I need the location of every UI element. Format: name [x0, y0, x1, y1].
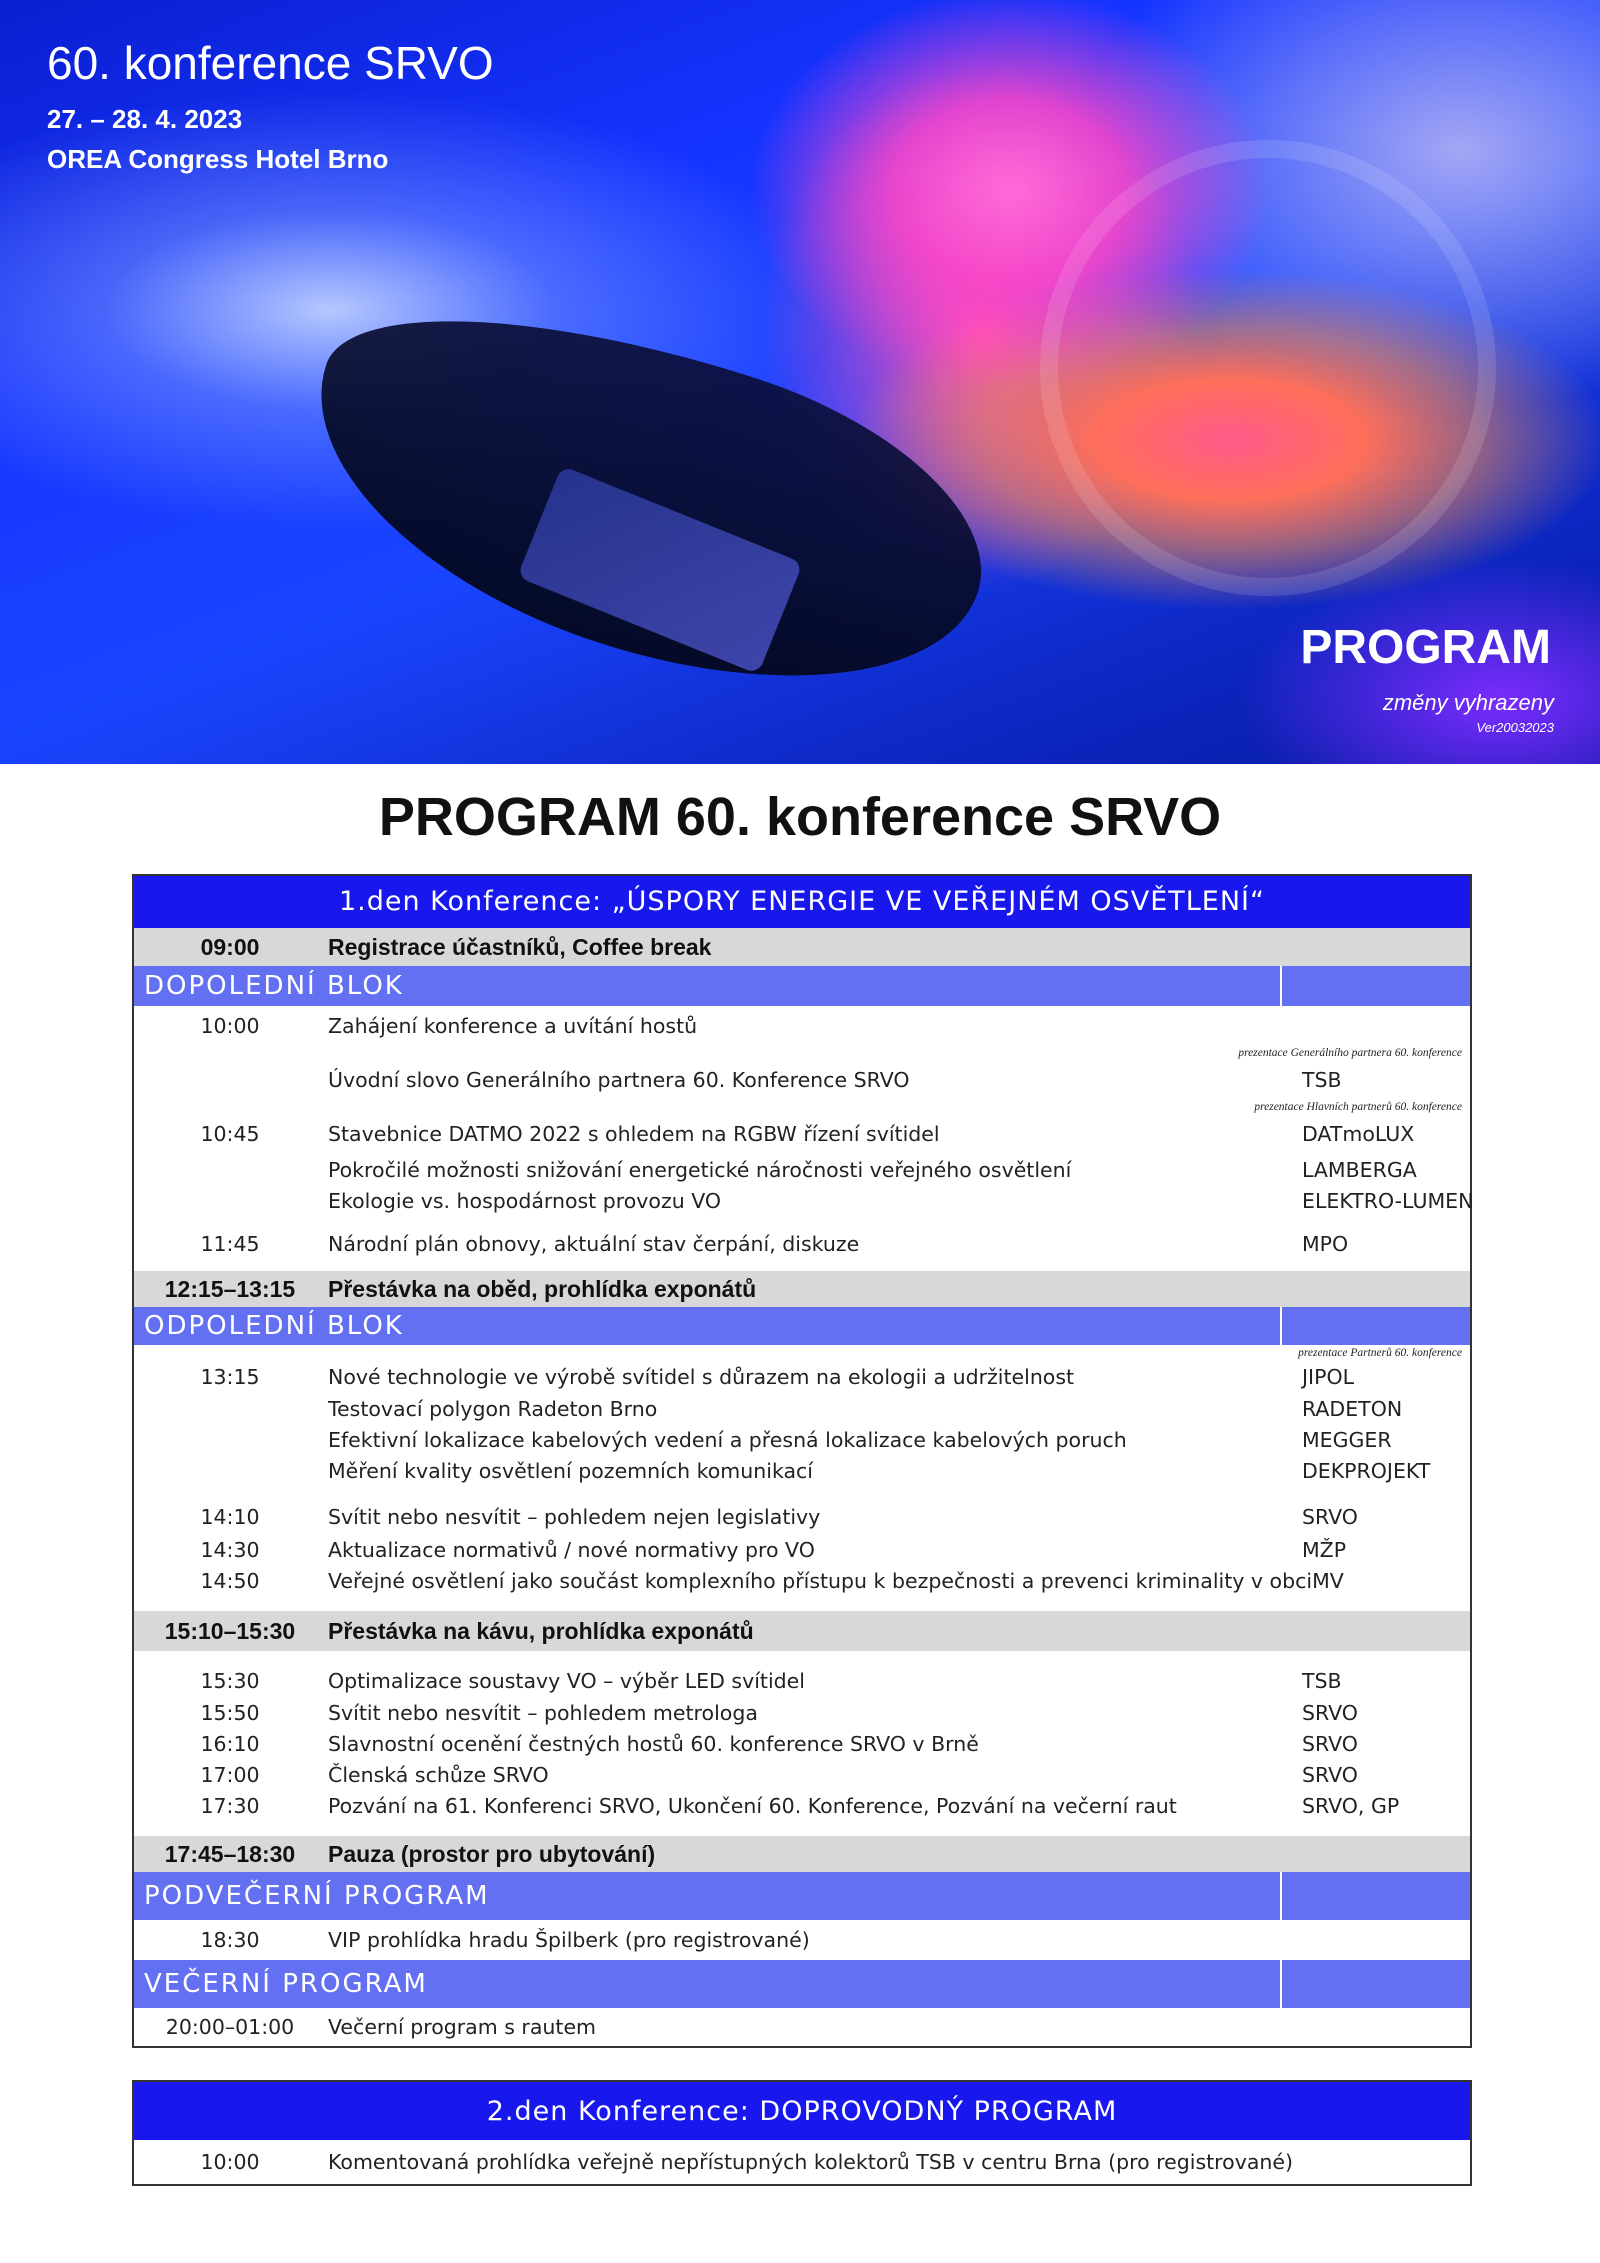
list-item — [134, 2140, 1470, 2184]
row-presenter: SRVO, GP — [1302, 1794, 1400, 1818]
list-item — [134, 1393, 1470, 1424]
row-presenter: SRVO — [1302, 1762, 1358, 1787]
afternoon-block-label — [134, 1307, 1470, 1345]
row-text: Optimalizace soustavy VO – výběr LED svítidel — [328, 1669, 805, 1693]
row-presenter: SRVO — [1302, 1505, 1358, 1529]
registration-row — [134, 928, 1470, 966]
row-time: 11:45 — [200, 1231, 260, 1256]
pause-row — [134, 1836, 1470, 1872]
row-time: 14:10 — [200, 1505, 260, 1529]
row-presenter: MPO — [1302, 1231, 1349, 1256]
presentation-note: prezentace Partnerů 60. konference — [1298, 1347, 1462, 1359]
row-text: Svítit nebo nesvítit – pohledem metrologa — [328, 1700, 758, 1725]
presentation-note: prezentace Generálního partnera 60. konference — [1238, 1047, 1462, 1059]
row-presenter: LAMBERGA — [1302, 1157, 1417, 1182]
list-item — [134, 1534, 1470, 1565]
row-time: 15:10–15:30 — [164, 1617, 296, 1644]
row-text: Večerní program s rautem — [328, 2015, 597, 2039]
row-time: 17:45–18:30 — [164, 1840, 296, 1867]
list-item — [134, 1424, 1470, 1455]
divider — [1280, 966, 1282, 1006]
row-text: Přestávka na oběd, prohlídka exponátů — [328, 1275, 757, 1302]
row-text: Členská schůze SRVO — [328, 1762, 549, 1787]
row-presenter: TSB — [1302, 1068, 1342, 1092]
row-text: Nové technologie ve výrobě svítidel s důrazem na ekologii a udržitelnost — [328, 1365, 1075, 1389]
list-item — [134, 1486, 1470, 1534]
row-time: 09:00 — [200, 933, 260, 960]
row-text: Pokročilé možnosti snižování energetické náročnosti veřejného osvětlení — [328, 1157, 1072, 1182]
list-item — [134, 1361, 1470, 1393]
row-presenter: JIPOL — [1302, 1365, 1355, 1389]
row-text: Komentovaná prohlídka veřejně nepřístupných kolektorů TSB v centru Brna (pro registrované) — [328, 2150, 1294, 2174]
row-text: Pozvání na 61. Konferenci SRVO, Ukončení 60. Konference, Pozvání na večerní raut — [328, 1794, 1177, 1818]
morning-block-label — [134, 966, 1470, 1006]
list-item — [134, 1060, 1470, 1100]
presentation-note: prezentace Hlavních partnerů 60. konference — [1254, 1101, 1462, 1113]
row-text: Úvodní slovo Generálního partnera 60. Konference SRVO — [328, 1068, 910, 1092]
row-text: Aktualizace normativů / nové normativy pro VO — [328, 1537, 815, 1562]
divider — [1280, 1872, 1282, 1920]
row-presenter: DATmoLUX — [1302, 1122, 1415, 1146]
banner-version: Ver20032023 — [1476, 720, 1554, 735]
list-item — [134, 1651, 1470, 1697]
block-label: VEČERNÍ PROGRAM — [144, 1969, 428, 1999]
row-time: 10:00 — [200, 2150, 260, 2174]
row-text: Slavnostní ocenění čestných hostů 60. konference SRVO v Brně — [328, 1731, 979, 1756]
list-item — [134, 1154, 1470, 1185]
block-label: ODPOLEDNÍ BLOK — [144, 1311, 404, 1341]
row-text: Ekologie vs. hospodárnost provozu VO — [328, 1188, 722, 1213]
row-text: Veřejné osvětlení jako součást komplexního přístupu k bezpečnosti a prevenci kriminality v obci — [328, 1569, 1313, 1593]
list-item — [134, 1790, 1470, 1836]
row-presenter: TSB — [1302, 1669, 1342, 1693]
row-text: Registrace účastníků, Coffee break — [328, 933, 712, 960]
row-time: 18:30 — [200, 1928, 260, 1952]
row-time: 16:10 — [200, 1731, 260, 1756]
row-time: 14:50 — [200, 1569, 260, 1593]
list-item — [134, 1728, 1470, 1759]
row-presenter: SRVO — [1302, 1700, 1358, 1725]
row-time: 12:15–13:15 — [164, 1275, 296, 1302]
row-time: 15:30 — [200, 1669, 260, 1693]
list-item — [134, 1697, 1470, 1728]
decorative-ring — [1040, 140, 1496, 596]
evening-block-label — [134, 1960, 1470, 2008]
list-item — [134, 1114, 1470, 1154]
lunch-row — [134, 1271, 1470, 1307]
row-presenter: MŽP — [1302, 1537, 1347, 1562]
row-text: Měření kvality osvětlení pozemních komunikací — [328, 1458, 813, 1483]
day2-header: 2.den Konference: DOPROVODNÝ PROGRAM — [134, 2082, 1470, 2140]
row-presenter: MEGGER — [1302, 1427, 1392, 1452]
list-item — [134, 1565, 1470, 1611]
row-text: Zahájení konference a uvítání hostů — [328, 1014, 698, 1038]
row-text: VIP prohlídka hradu Špilberk (pro registrované) — [328, 1928, 810, 1952]
row-time: 20:00–01:00 — [165, 2015, 295, 2039]
list-item — [134, 1455, 1470, 1486]
row-text: Přestávka na kávu, prohlídka exponátů — [328, 1617, 754, 1644]
pre-evening-block-label — [134, 1872, 1470, 1920]
page-title: PROGRAM 60. konference SRVO — [378, 787, 1222, 847]
row-time: 17:30 — [200, 1794, 260, 1818]
list-item — [134, 1006, 1470, 1046]
header-banner — [0, 0, 1600, 764]
row-time: 10:00 — [200, 1014, 260, 1038]
row-time: 15:50 — [200, 1700, 260, 1725]
coffee-row — [134, 1611, 1470, 1651]
row-presenter: ELEKTRO-LUMEN — [1302, 1188, 1474, 1213]
row-text: Efektivní lokalizace kabelových vedení a přesná lokalizace kabelových poruch — [328, 1427, 1127, 1452]
list-item — [134, 1920, 1470, 1960]
divider — [1280, 1307, 1282, 1345]
row-text: Testovací polygon Radeton Brno — [328, 1396, 658, 1421]
row-time: 14:30 — [200, 1537, 260, 1562]
divider — [1280, 1960, 1282, 2008]
day2-program-table — [132, 2080, 1472, 2186]
row-presenter: DEKPROJEKT — [1302, 1458, 1431, 1483]
day1-header: 1.den Konference: „ÚSPORY ENERGIE VE VEŘEJNÉM OSVĚTLENÍ“ — [134, 876, 1470, 928]
banner-changes-note: změny vyhrazeny — [1382, 690, 1554, 715]
day1-program-table — [132, 874, 1472, 2048]
list-item — [134, 1216, 1470, 1271]
row-text: Svítit nebo nesvítit – pohledem nejen legislativy — [328, 1505, 821, 1529]
banner-program-label: PROGRAM — [1300, 621, 1551, 674]
list-item — [134, 1185, 1474, 1216]
banner-dates: 27. – 28. 4. 2023 — [47, 104, 243, 134]
block-label: DOPOLEDNÍ BLOK — [144, 971, 404, 1001]
row-text: Pauza (prostor pro ubytování) — [328, 1840, 656, 1867]
row-presenter: RADETON — [1302, 1396, 1403, 1421]
list-item — [134, 1759, 1470, 1790]
row-text: Stavebnice DATMO 2022 s ohledem na RGBW řízení svítidel — [328, 1122, 940, 1146]
banner-venue: OREA Congress Hotel Brno — [47, 144, 389, 174]
row-presenter: MV — [1312, 1569, 1344, 1593]
row-text: Národní plán obnovy, aktuální stav čerpání, diskuze — [328, 1231, 860, 1256]
row-presenter: SRVO — [1302, 1731, 1358, 1756]
block-label: PODVEČERNÍ PROGRAM — [144, 1881, 490, 1911]
row-time: 13:15 — [200, 1365, 260, 1389]
row-time: 17:00 — [200, 1762, 260, 1787]
banner-title: 60. konference SRVO — [47, 37, 494, 89]
list-item — [134, 2008, 1470, 2046]
row-time: 10:45 — [200, 1122, 260, 1146]
